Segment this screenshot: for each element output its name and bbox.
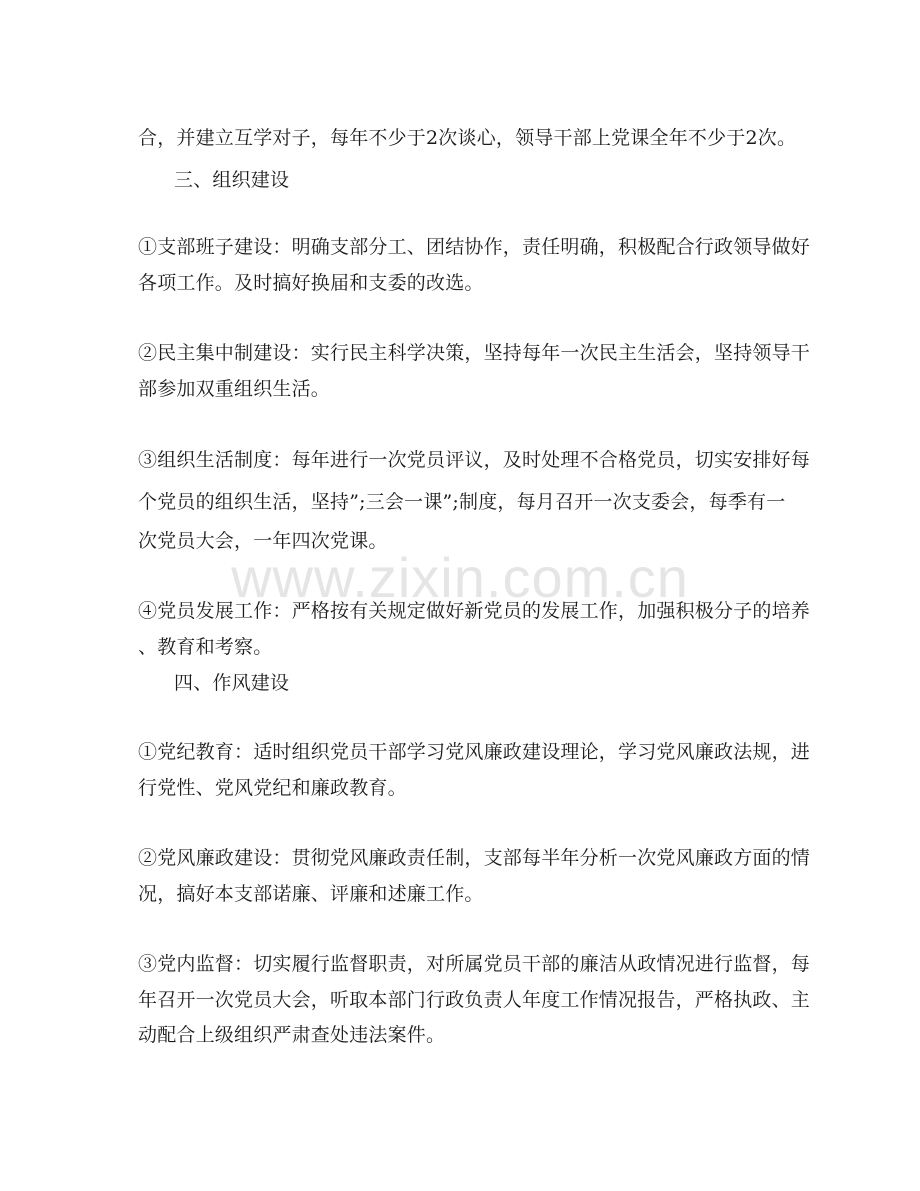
paragraph-line: 各项工作。及时搞好换届和支委的改选。 [138, 272, 484, 294]
paragraph-line: 次党员大会，一年四次党课。 [138, 530, 388, 552]
paragraph-line: 况，搞好本支部诺廉、评廉和述廉工作。 [138, 883, 484, 905]
paragraph-line: ③党内监督：切实履行监督职责，对所属党员干部的廉洁从政情况进行监督，每 [138, 953, 811, 975]
paragraph-line: ④党员发展工作：严格按有关规定做好新党员的发展工作，加强积极分子的培养 [138, 600, 811, 622]
paragraph-line: ①党纪教育：适时组织党员干部学习党风廉政建设理论，学习党风廉政法规，进 [138, 741, 811, 763]
paragraph-line: 个党员的组织生活，坚持”;三会一课”;制度，每月召开一次支委会，每季有一 [138, 491, 786, 513]
watermark-text: www.zixin.com.cn [231, 546, 689, 609]
paragraph-line: 合，并建立互学对子，每年不少于2次谈心，领导干部上党课全年不少于2次。 [138, 127, 797, 149]
paragraph-line: ①支部班子建设：明确支部分工、团结协作，责任明确，积极配合行政领导做好 [138, 236, 811, 258]
paragraph-line: ②民主集中制建设：实行民主科学决策，坚持每年一次民主生活会，坚持领导干 [138, 342, 811, 364]
section-heading-organization: 三、组织建设 [174, 169, 290, 191]
paragraph-line: 动配合上级组织严肃查处违法案件。 [138, 1024, 446, 1046]
paragraph-line: ③组织生活制度：每年进行一次党员评议，及时处理不合格党员，切实安排好每 [138, 449, 811, 471]
section-heading-work-style: 四、作风建设 [174, 672, 290, 694]
paragraph-line: 行党性、党风党纪和廉政教育。 [138, 777, 407, 799]
paragraph-line: 部参加双重组织生活。 [138, 378, 331, 400]
paragraph-line: ②党风廉政建设：贯彻党风廉政责任制，支部每半年分析一次党风廉政方面的情 [138, 847, 811, 869]
paragraph-line: 、教育和考察。 [138, 636, 273, 658]
paragraph-line: 年召开一次党员大会，听取本部门行政负责人年度工作情况报告，严格执政、主 [138, 989, 811, 1011]
